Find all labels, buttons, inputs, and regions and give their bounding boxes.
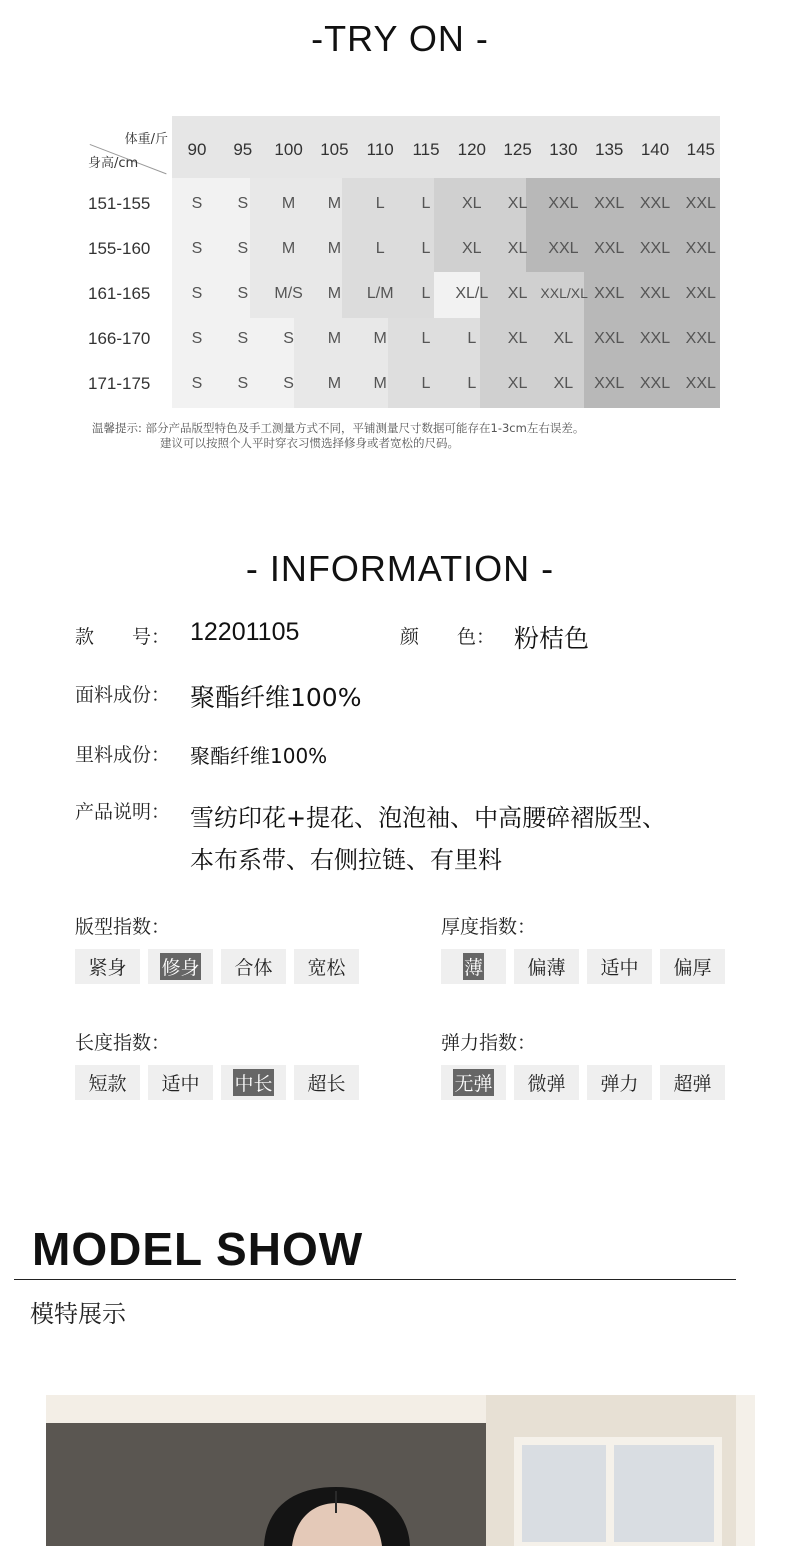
size-cell: S bbox=[191, 240, 203, 257]
weight-header-130: 130 bbox=[549, 140, 578, 159]
thickness-option-label: 适中 bbox=[600, 957, 639, 979]
size-cell: XXL/XL bbox=[540, 285, 588, 301]
size-cell: S bbox=[283, 375, 294, 392]
elasticity-option-tag bbox=[587, 1065, 652, 1100]
weight-header-140: 140 bbox=[640, 140, 670, 159]
size-cell: M bbox=[281, 195, 296, 212]
size-cell: XXL bbox=[639, 240, 671, 257]
size-cell: XXL bbox=[548, 240, 579, 257]
length-option-label: 短款 bbox=[88, 1073, 127, 1095]
height-row-label: 161-165 bbox=[88, 284, 151, 303]
size-cell: L bbox=[375, 195, 385, 212]
length-option-tag bbox=[221, 1065, 286, 1100]
size-cell: XXL bbox=[639, 285, 671, 302]
size-cell: S bbox=[237, 330, 249, 347]
model-show-subtitle: 模特展示 bbox=[30, 1300, 126, 1328]
size-cell: M bbox=[373, 375, 387, 392]
style-no-value: 12201105 bbox=[190, 618, 300, 646]
size-tip-line-2: 建议可以按照个人平时穿衣习惯选择修身或者宽松的尺码。 bbox=[160, 436, 459, 450]
size-cell: S bbox=[191, 375, 203, 392]
size-cell: XL bbox=[462, 195, 482, 212]
size-cell: M bbox=[327, 330, 342, 347]
size-cell: XL bbox=[462, 240, 482, 257]
weight-axis-label: 体重/斤 bbox=[124, 132, 168, 147]
description-line-2: 本布系带、右侧拉链、有里料 bbox=[190, 846, 502, 874]
size-cell: M bbox=[281, 240, 296, 257]
thickness-option-label: 薄 bbox=[463, 953, 484, 980]
fit-option-tag bbox=[75, 949, 140, 984]
size-cell: M bbox=[327, 285, 342, 302]
size-cell: XXL bbox=[639, 375, 671, 392]
size-cell: S bbox=[191, 195, 203, 212]
size-cell: S bbox=[237, 375, 249, 392]
size-cell: XL bbox=[507, 330, 528, 347]
height-axis-label: 身高/cm bbox=[88, 156, 139, 171]
length-option-tag bbox=[294, 1065, 359, 1100]
fabric-value: 聚酯纤维100% bbox=[190, 683, 362, 712]
size-cell: L bbox=[421, 195, 431, 212]
size-cell: S bbox=[191, 285, 203, 302]
size-cell: M bbox=[327, 375, 342, 392]
size-cell: XXL bbox=[594, 240, 625, 257]
thickness-option-tag bbox=[587, 949, 652, 984]
information-title: - INFORMATION - bbox=[245, 548, 555, 589]
size-cell: XL bbox=[553, 330, 574, 347]
length-option-label: 中长 bbox=[233, 1069, 273, 1096]
fit-option-label: 合体 bbox=[234, 957, 273, 979]
fit-option-label: 紧身 bbox=[88, 957, 127, 979]
size-cell: L/M bbox=[366, 285, 394, 302]
weight-header-120: 120 bbox=[457, 140, 486, 159]
weight-header-145: 145 bbox=[686, 140, 715, 159]
color-label: 颜 色： bbox=[400, 626, 496, 648]
lining-value: 聚酯纤维100% bbox=[190, 744, 328, 768]
fit-option-tag bbox=[148, 949, 213, 984]
fit-index-title: 版型指数： bbox=[75, 916, 171, 938]
elasticity-option-label: 微弹 bbox=[527, 1073, 566, 1095]
model-show-divider bbox=[14, 1279, 736, 1280]
model-photo bbox=[46, 1395, 755, 1546]
elasticity-index-options bbox=[441, 1065, 725, 1100]
size-cell: L bbox=[421, 330, 431, 347]
elasticity-option-tag bbox=[660, 1065, 725, 1100]
elasticity-option-tag bbox=[441, 1065, 506, 1100]
elasticity-index-title: 弹力指数： bbox=[441, 1032, 537, 1054]
length-option-label: 适中 bbox=[161, 1073, 200, 1095]
weight-header-90: 90 bbox=[187, 140, 207, 159]
lining-label: 里料成份： bbox=[75, 744, 171, 766]
weight-header-95: 95 bbox=[233, 140, 253, 159]
weight-header-110: 110 bbox=[366, 140, 394, 159]
elasticity-option-tag bbox=[514, 1065, 579, 1100]
fit-index-options bbox=[75, 949, 359, 984]
size-cell: XXL bbox=[639, 195, 671, 212]
size-cell: L bbox=[467, 375, 477, 392]
size-cell: XXL bbox=[639, 330, 671, 347]
size-cell: S bbox=[283, 330, 294, 347]
size-cell: XXL bbox=[594, 195, 625, 212]
fit-option-tag bbox=[294, 949, 359, 984]
weight-header-135: 135 bbox=[595, 140, 624, 159]
length-option-label: 超长 bbox=[307, 1073, 346, 1095]
size-cell: XXL bbox=[594, 330, 625, 347]
size-cell: XL bbox=[507, 375, 528, 392]
thickness-option-label: 偏厚 bbox=[673, 957, 712, 979]
weight-header-105: 105 bbox=[320, 140, 349, 159]
size-cell: XXL bbox=[685, 240, 716, 257]
style-no-label: 款 号： bbox=[75, 626, 171, 648]
size-cell: XXL bbox=[685, 285, 716, 302]
height-row-label: 155-160 bbox=[88, 239, 151, 258]
size-cell: L bbox=[375, 240, 385, 257]
size-cell: L bbox=[467, 330, 477, 347]
fit-option-label: 修身 bbox=[160, 953, 200, 980]
model-show-title: MODEL SHOW bbox=[32, 1223, 364, 1275]
size-cell: L bbox=[421, 240, 431, 257]
size-cell: S bbox=[237, 285, 249, 302]
height-row-label: 171-175 bbox=[88, 374, 151, 393]
size-cell: XXL bbox=[594, 285, 625, 302]
size-cell: XXL bbox=[685, 375, 716, 392]
size-cell: M/S bbox=[274, 285, 303, 302]
size-cell: XL bbox=[507, 240, 528, 257]
fabric-label: 面料成份： bbox=[75, 684, 171, 706]
size-cell: XL bbox=[507, 195, 528, 212]
size-cell: S bbox=[237, 240, 249, 257]
elasticity-option-label: 弹力 bbox=[600, 1073, 639, 1095]
length-option-tag bbox=[75, 1065, 140, 1100]
description-label: 产品说明： bbox=[75, 801, 171, 823]
size-cell: XXL bbox=[594, 375, 625, 392]
size-cell: L bbox=[421, 285, 431, 302]
size-cell: M bbox=[327, 240, 342, 257]
weight-header-100: 100 bbox=[274, 140, 303, 159]
size-cell: L bbox=[421, 375, 431, 392]
thickness-option-label: 偏薄 bbox=[527, 957, 566, 979]
thickness-option-tag bbox=[441, 949, 506, 984]
size-cell: M bbox=[373, 330, 387, 347]
description-line-1: 雪纺印花+提花、泡泡袖、中高腰碎褶版型、 bbox=[190, 804, 667, 832]
elasticity-option-label: 超弹 bbox=[673, 1073, 712, 1095]
height-row-label: 166-170 bbox=[88, 329, 151, 348]
thickness-index-options bbox=[441, 949, 725, 984]
size-cell: XL bbox=[553, 375, 574, 392]
color-value: 粉桔色 bbox=[514, 624, 590, 653]
size-tip-line-1: 温馨提示: 部分产品版型特色及手工测量方式不同，平铺测量尺寸数据可能存在1-3cm左右误差。 bbox=[92, 421, 585, 435]
size-cell: XXL bbox=[685, 330, 716, 347]
size-cell: S bbox=[237, 195, 249, 212]
size-tip bbox=[92, 421, 584, 451]
tryon-title: -TRY ON - bbox=[311, 18, 489, 59]
elasticity-option-label: 无弹 bbox=[453, 1069, 493, 1096]
fit-option-label: 宽松 bbox=[307, 957, 346, 979]
size-cell: XXL bbox=[685, 195, 716, 212]
length-index-title: 长度指数： bbox=[75, 1032, 171, 1054]
thickness-option-tag bbox=[514, 949, 579, 984]
weight-header-115: 115 bbox=[412, 140, 440, 159]
model-photo-illustration bbox=[46, 1395, 755, 1546]
size-chart-table bbox=[82, 116, 720, 408]
height-row-label: 151-155 bbox=[88, 194, 151, 213]
size-cell: XL/L bbox=[455, 285, 489, 302]
thickness-index-title: 厚度指数： bbox=[441, 916, 537, 938]
size-cell: XXL bbox=[548, 195, 579, 212]
weight-header-125: 125 bbox=[503, 140, 532, 159]
size-cell: M bbox=[327, 195, 342, 212]
length-option-tag bbox=[148, 1065, 213, 1100]
length-index-options bbox=[75, 1065, 359, 1100]
size-cell: S bbox=[191, 330, 203, 347]
size-cell: XL bbox=[507, 285, 528, 302]
fit-option-tag bbox=[221, 949, 286, 984]
size-chart-corner bbox=[82, 116, 172, 178]
thickness-option-tag bbox=[660, 949, 725, 984]
